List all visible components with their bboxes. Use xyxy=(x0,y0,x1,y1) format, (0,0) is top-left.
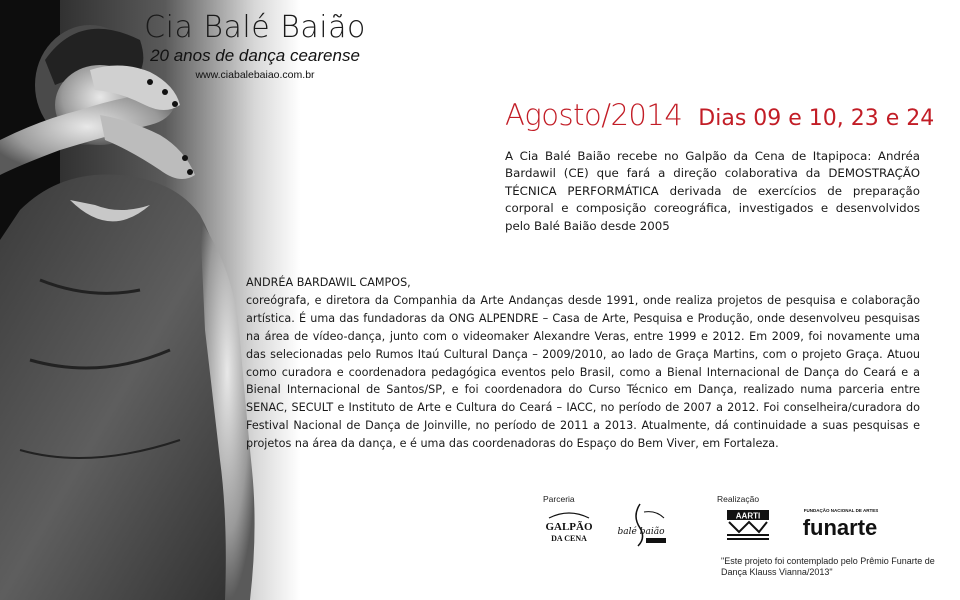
funarte-small-text: FUNDAÇÃO NACIONAL DE ARTES xyxy=(803,508,879,513)
galpao-logo-line1: GALPÃO xyxy=(545,521,593,533)
intro-paragraph: A Cia Balé Baião recebe no Galpão da Cena de Itapipoca: Andréa Bardawil (CE) que fará a direção colaborativa da DEMOSTRAÇÃO TÉCNICA PERFORMÁTICA derivada de exercícios de preparação corporal e composição coreográfica, investigados e desenvolvidos pelo Balé Baião desde 2005 xyxy=(505,149,920,233)
bale-baiao-logo xyxy=(610,498,672,550)
bale-logo-text: balé baião xyxy=(617,527,665,537)
bio-text: coreógrafa, e diretora da Companhia da Arte Andanças desde 1991, onde realiza projetos de pesquisa e colaboração artística. É uma das fundadoras da ONG ALPENDRE – Casa de Arte, Pesquisa e Produção, onde desenvolveu pesquisas na área de vídeo-dança, junto com o videomaker Alexandre Veras, entre 1999 e 2012. Em 2009, foi novamente uma das selecionadas pelo Rumos Itaú Cultural Dança – 2009/2010, ao lado de Graça Martins, com o projeto Graça. Atuou como curadora e coordenadora pedagógica eventos pelo Brasil, como a Bienal Internacional de Dança do Ceará e a Bienal Internacional de Santos/SP, e foi coordenadora do Curso Técnico em Dança, realizado numa parceria entre SENAC, SECULT e Instituto de Arte e Cultura do Ceará – IACC, no período de 2007 a 2012. Foi conselheira/curadora do Festival Nacional de Dança de Joinville, no período de 2011 a 2013. Atualmente, dá continuidade a suas pesquisas e projetos na área da dança, e é uma das coordenadoras do Espaço do Bem Viver, em Fortaleza. xyxy=(246,293,920,451)
aarti-logo-text: AARTI xyxy=(735,511,761,521)
aarti-logo xyxy=(723,508,773,544)
event-days: Dias 09 e 10, 23 e 24 xyxy=(698,106,935,131)
funarte-quote: "Este projeto foi contemplado pelo Prêmio Funarte de Dança Klauss Vianna/2013" xyxy=(721,556,935,577)
realizacao-label: Realização xyxy=(717,494,760,504)
bio-name: ANDRÉA BARDAWIL CAMPOS, xyxy=(246,276,411,289)
bio-block xyxy=(246,274,920,453)
galpao-da-cena-logo xyxy=(545,508,593,548)
brand-subtitle: 20 anos de dança cearense xyxy=(150,46,360,65)
parceria-label: Parceria xyxy=(543,494,575,504)
brand-title: Cia Balé Baião xyxy=(144,10,366,45)
funarte-name: funarte xyxy=(802,515,878,540)
event-headline xyxy=(505,98,934,132)
brand-url[interactable]: www.ciabalebaiao.com.br xyxy=(195,69,315,81)
funarte-logo xyxy=(796,503,886,543)
brand-block xyxy=(140,10,370,82)
galpao-logo-line2: DA CENA xyxy=(551,534,587,543)
event-month: Agosto/2014 xyxy=(505,98,683,132)
